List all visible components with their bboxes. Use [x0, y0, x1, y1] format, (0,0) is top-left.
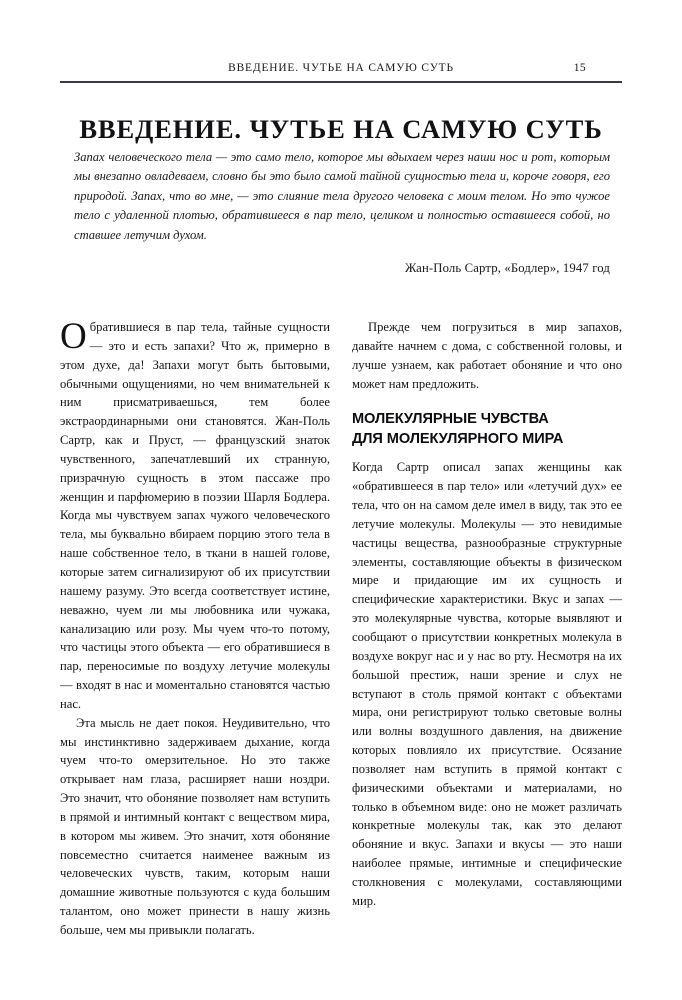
- section-heading: [352, 410, 622, 449]
- chapter-title: ВВЕДЕНИЕ. ЧУТЬЕ НА САМУЮ СУТЬ: [79, 113, 603, 144]
- body-column-right: [352, 318, 622, 911]
- epigraph-attribution: Жан-Поль Сартр, «Бодлер», 1947 год: [404, 261, 610, 276]
- running-head-title: ВВЕДЕНИЕ. ЧУТЬЕ НА САМУЮ СУТЬ: [228, 62, 454, 74]
- epigraph-quote: Запах человеческого тела — это само тело, которое мы вдыхаем через наши нос и рот, которым мы внезапно овладеваем, словно бы это было самой тайной сущностью тела и, короче говоря, его природой. Запах, что во мне, — это слияние тела другого человека с моим телом. Но это чужое тело с удаленной плотью, обратившееся в пар тело, целиком и полностью оставшееся собой, но ставшее летучим духом.: [74, 150, 610, 242]
- section-heading-line-2: ДЛЯ МОЛЕКУЛЯРНОГО МИРА: [352, 430, 564, 447]
- page-number: 15: [573, 61, 586, 74]
- paragraph: Эта мысль не дает покоя. Неудивительно, что мы инстинктивно задерживаем дыхание, когда чуем что-то омерзительное. Но это также открывает нам глаза, расширяет наши ноздри. Это значит, что обоняние позволяет нам вступить в прямой и интимный контакт с веществом мира, в котором мы живем. Это значит, хотя обоняние повсеместно считается наименее важным из человеческих чувств, таким, которым наши домашние животные пользуются с куда большим талантом, оно может принести в нашу жизнь больше, чем мы привыкли полагать.: [60, 715, 330, 937]
- section-heading-line-1: МОЛЕКУЛЯРНЫЕ ЧУВСТВА: [352, 411, 549, 428]
- header-rule: [60, 81, 622, 83]
- drop-cap: О: [60, 316, 87, 357]
- running-head: [60, 58, 622, 80]
- paragraph: Когда Сартр описал запах женщины как «обратившееся в пар тело» или «летучий дух» ее тела, что он на самом деле имел в виду, так это ее летучие молекулы. Молекулы — это невидимые частицы вещества, разнообразные структурные элементы, составляющие объекты в физическом мире и придающие им их сущность и специфические характеристики. Вкус и запах — это молекулярные чувства, которые выявляют и сообщают о присутствии конкретных молекула в воздухе вокруг нас и у нас во рту. Несмотря на их большой престиж, наши зрение и слух не вступают в столь прямой контакт с объектами мира, они регистрируют только световые волны или волны воздушного давления, на движение которых повлияло их присутствие. Осязание позволяет нам вступить в прямой контакт с физическими объектами и материалами, но только в объемном виде: оно не может различать конкретные молекулы так, как это делают обоняние и вкус. Запахи и вкусы — это наши наиболее прямые, интимные и специфические столкновения с молекулами, составляющими мир.: [352, 460, 622, 908]
- paragraph: Прежде чем погрузиться в мир запахов, давайте начнем с дома, с собственной головы, и лучше узнаем, как работает обоняние и что оно может нам предложить.: [352, 320, 622, 391]
- body-column-left: [60, 318, 330, 940]
- paragraph-with-dropcap: [60, 318, 330, 714]
- epigraph-block: [74, 148, 610, 277]
- paragraph-body: братившиеся в пар тела, тайные сущности — это и есть запахи? Что ж, примерно в этом духе, да! Запахи могут быть бытовыми, обычными ощущениями, но чем внимательней к ним присматриваешься, тем более экстраординарными они становятся. Жан-Поль Сартр, как и Пруст, — французский знаток чувственного, запечатлевший их странную, призрачную сущность в этом пассаже про женщин и парфюмерию в поэзии Шарля Бодлера. Когда мы чувствуем запах чужого человеческого тела, мы буквально вбираем порцию этого тела в наше собственное тело, в ткани в нашей голове, которые затем сигнализируют об их присутствии нашему разуму. Это всегда соответствует истине, неважно, чуем ли мы любовника или чужака, канализацию или розу. Мы чуем что-то потому, что частицы этого объекта — его обратившиеся в пар, переносимые по воздуху летучие молекулы — входят в нас и моментально становятся частью нас.: [60, 320, 330, 711]
